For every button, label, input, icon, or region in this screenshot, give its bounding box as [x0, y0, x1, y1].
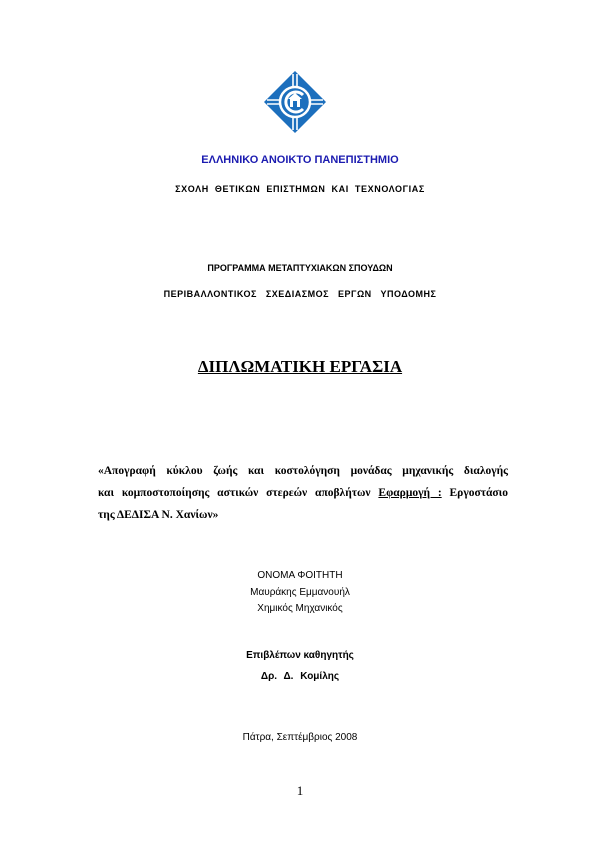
program-title: ΠΡΟΓΡΑΜΜΑ ΜΕΤΑΠΤΥΧΙΑΚΩΝ ΣΠΟΥΔΩΝ [207, 263, 393, 273]
program-specialization: ΠΕΡΙΒΑΛΛΟΝΤΙΚΟΣ ΣΧΕΔΙΑΣΜΟΣ ΕΡΓΩΝ ΥΠΟΔΟΜΗΣ [163, 289, 437, 299]
thesis-title [98, 460, 508, 526]
supervisor-label: Επιβλέπων καθηγητής [246, 650, 354, 661]
place-date: Πάτρα, Σεπτέμβριος 2008 [242, 732, 358, 743]
page-number: 1 [296, 783, 304, 798]
thesis-title-line-1: «Απογραφή κύκλου ζωής και κοστολόγηση μονάδας μηχανικής διαλογής [98, 465, 508, 477]
thesis-heading: ΔΙΠΛΩΜΑΤΙΚΗ ΕΡΓΑΣΙΑ [197, 357, 403, 376]
thesis-title-line-2-end: Εργοστάσιο [449, 487, 508, 499]
student-label: ΟΝΟΜΑ ΦΟΙΤΗΤΗ [257, 570, 343, 581]
university-name: ΕΛΛΗΝΙΚΟ ΑΝΟΙΚΤΟ ΠΑΝΕΠΙΣΤΗΜΙΟ [201, 154, 399, 166]
thesis-title-line-2-text: και κομποστοποίησης αστικών στερεών αποβλήτων [98, 487, 371, 499]
university-logo-icon [263, 70, 327, 134]
school-name: ΣΧΟΛΗ ΘΕΤΙΚΩΝ ΕΠΙΣΤΗΜΩΝ ΚΑΙ ΤΕΧΝΟΛΟΓΙΑΣ [175, 184, 425, 194]
student-name: Μαυράκης Εμμανουήλ [250, 587, 350, 598]
thesis-title-application-label: Εφαρμογή : [378, 487, 442, 499]
logo-mark [264, 71, 326, 133]
student-role: Χημικός Μηχανικός [257, 603, 343, 614]
supervisor-name: Δρ. Δ. Κομίλης [260, 671, 340, 682]
thesis-title-line-3: της ΔΕΔΙΣΑ Ν. Χανίων» [98, 509, 219, 521]
thesis-title-line-2 [98, 482, 508, 504]
